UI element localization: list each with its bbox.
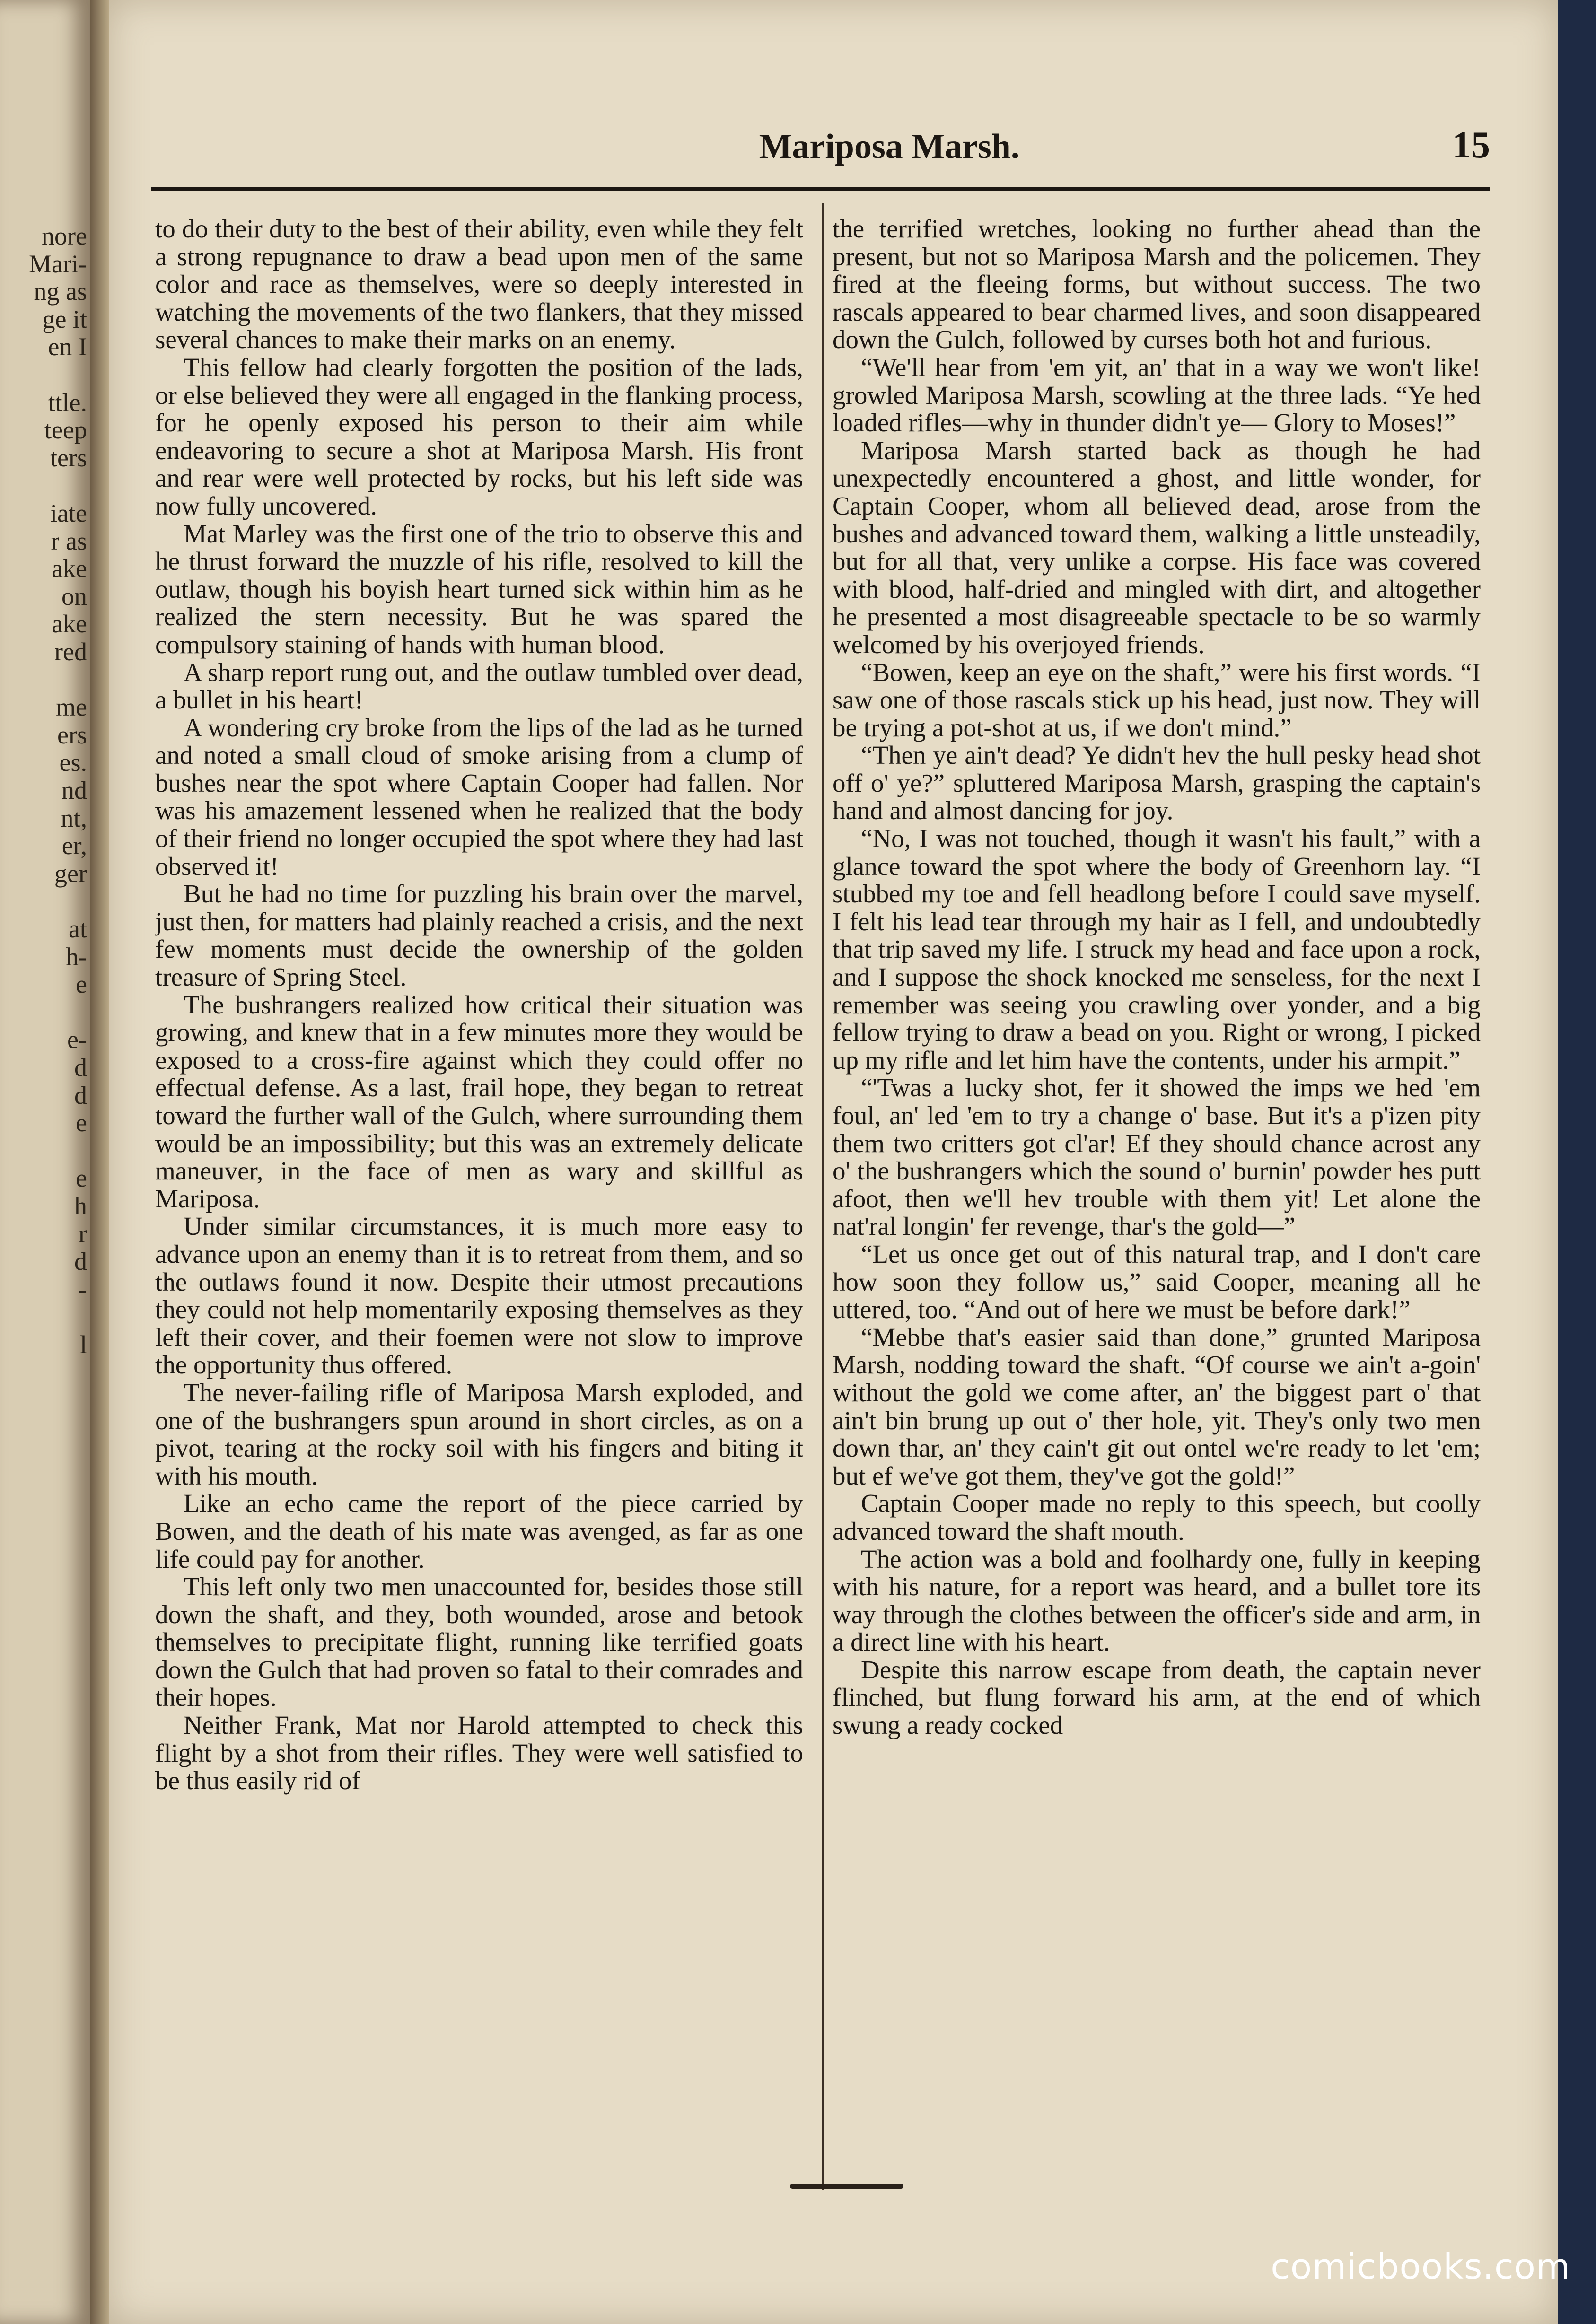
paragraph: This fellow had clearly forgotten the position of the lads, or else believed they were all engaged in the flanking process, for he openly exposed his person to their aim while endeavoring to secure a shot at Mariposa Marsh. His front and rear were well protected by rocks, but his left side was now fully uncovered. [155,352,803,520]
paragraph: The action was a bold and foolhardy one, fully in keeping with his nature, for a report was heard, and a bullet tore its way through the clothes between the officer's side and arm, in a direct line with his heart. [833,1544,1481,1657]
previous-page-text-fragment: ge it [42,305,87,333]
previous-page-text-fragment: - [79,1275,87,1303]
previous-page-text-fragment: ers [57,720,87,749]
paragraph: Mariposa Marsh started back as though he had unexpectedly encountered a ghost, and little wonder, for Captain Cooper, whom all believed dead, arose from the bushes and advanced toward them, walking a little unsteadily, but for all that, very unlike a corpse. His face was covered with blood, half-dried and mingled with dirt, and altogether he presented a most disagreeable spectacle to be so warmly welcomed by his overjoyed friends. [833,436,1481,659]
previous-page-text-fragment: l [79,1330,87,1359]
paragraph: The bushrangers realized how critical their situation was growing, and knew that in a few minutes more they would be exposed to a cross-fire against which they could offer no effectual defense. As a last, frail hope, they began to retreat toward the further wall of the Gulch, where surrounding them would be an impossibility; but this was an extremely delicate maneuver, in the face of men as wary and skillful as Mariposa. [155,990,803,1213]
paragraph: “'Twas a lucky shot, fer it showed the imps we hed 'em foul, an' led 'em to try a change o' base. But it's a p'izen pity them two critters got cl'ar! Ef they should chance acrost any o' the bushrangers which the sound o' burnin' powder hes putt afoot, then we'll hev trouble with them yit! Let alone the nat'ral longin' fer revenge, thar's the gold—” [833,1073,1481,1241]
previous-page-text-fragment: r [79,1219,87,1248]
previous-page-text-fragment: en I [48,332,87,361]
previous-page-text-fragment: er, [61,831,87,860]
previous-page-text-fragment: es. [59,748,87,777]
previous-page-text-fragment: ake [52,554,87,583]
previous-page-text-fragment: iate [50,499,87,527]
column-divider [822,203,824,2190]
paragraph: “We'll hear from 'em yit, an' that in a way we won't like! growled Mariposa Marsh, scowling at the three lads. “Ye hed loaded rifles—why in thunder didn't ye— Glory to Moses!” [833,352,1481,437]
previous-page-text-fragment: red [54,638,87,666]
paragraph: Under similar circumstances, it is much more easy to advance upon an enemy than it is to retreat from them, and so the outlaws found it now. Despite their utmost precautions they could not help momentarily exposing themselves as they left their cover, and their foemen were not slow to improve the opportunity thus offered. [155,1212,803,1380]
previous-page-text-fragment: ake [52,610,87,638]
watermark: comicbooks.com [1271,2246,1570,2287]
page-edge-background [1558,0,1596,2324]
previous-page-text-fragment: h [74,1192,87,1220]
page-title: Mariposa Marsh. [759,127,1020,166]
paragraph: The never-failing rifle of Mariposa Marsh exploded, and one of the bushrangers spun around in short circles, as on a pivot, tearing at the rocky soil with his fingers and biting it with his mouth. [155,1378,803,1490]
book-spine [90,0,109,2324]
left-column [155,215,803,2192]
paragraph: “No, I was not touched, though it wasn't his fault,” with a glance toward the spot where the body of Greenhorn lay. “I stubbed my toe and fell headlong before I could save myself. I felt his lead tear through my hair as I fell, and undoubtedly that trip saved my life. I struck my head and face upon a rock, and I suppose the shock knocked me senseless, for the next I remember was seeing you crawling over yonder, and a big fellow trying to draw a bead on you. Right or wrong, I picked up my rifle and let him have the contents, under his armpit.” [833,824,1481,1075]
paragraph: Despite this narrow escape from death, the captain never flinched, but flung forward his arm, at the end of which swung a ready cocked [833,1655,1481,1740]
previous-page-text-fragment: e [76,1164,87,1193]
paragraph: Like an echo came the report of the piece carried by Bowen, and the death of his mate was avenged, as far as one life could pay for another. [155,1489,803,1573]
previous-page-text-fragment: ger [54,859,87,888]
previous-page-text-fragment: e [76,1109,87,1137]
paragraph: “Bowen, keep an eye on the shaft,” were his first words. “I saw one of those rascals stick up his head, just now. They will be trying a pot-shot at us, if we don't mind.” [833,657,1481,742]
previous-page-text-fragment: nore [42,222,87,250]
page [109,0,1558,2324]
previous-page-text-fragment: Mari- [29,249,87,278]
previous-page-text-fragment: ters [50,443,87,472]
paragraph: Captain Cooper made no reply to this speech, but coolly advanced toward the shaft mouth. [833,1489,1481,1546]
previous-page-text-fragment: ttle. [48,388,87,417]
paragraph: This left only two men unaccounted for, besides those still down the shaft, and they, both wounded, arose and betook themselves to precipitate flight, running like terrified goats down the Gulch that had proven so fatal to their comrades and their hopes. [155,1572,803,1712]
previous-page-text-fragment: e- [67,1025,87,1054]
previous-page-text-fragment: nt, [61,804,87,832]
previous-page-text-fragment: teep [44,416,87,445]
paragraph: “Then ye ain't dead? Ye didn't hev the hull pesky head shot off o' ye?” spluttered Mariposa Marsh, grasping the captain's hand and almost dancing for joy. [833,741,1481,825]
previous-page-text-fragment: ng as [34,277,87,306]
right-column [833,215,1481,2192]
previous-page-text-fragment: me [56,693,87,722]
previous-page-text-fragment: d [74,1081,87,1110]
paragraph: “Mebbe that's easier said than done,” grunted Mariposa Marsh, nodding toward the shaft. “Of course we ain't a-goin' without the gold we come after, an' the biggest part o' that ain't bin brung up out o' ther hole, yit. They's only two men down thar, an' they cain't git out ontel we're ready to let 'em; but ef we've got them, they've got the gold!” [833,1322,1481,1490]
previous-page-text-fragment: h- [66,942,87,971]
header-rule [151,187,1490,191]
paragraph: the terrified wretches, looking no further ahead than the present, but not so Mariposa Marsh and the policemen. They fired at the fleeing forms, but without success. The two rascals appeared to bear charmed lives, and soon disappeared down the Gulch, followed by curses both hot and furious. [833,215,1481,354]
paragraph: Neither Frank, Mat nor Harold attempted to check this flight by a shot from their rifles. They were well satisfied to be thus easily rid of [155,1711,803,1795]
paragraph: A sharp report rung out, and the outlaw tumbled over dead, a bullet in his heart! [155,657,803,715]
bottom-ornament-rule [790,2184,903,2189]
previous-page-text-fragment: r as [51,526,87,555]
paragraph: “Let us once get out of this natural trap, and I don't care how soon they follow us,” said Cooper, meaning all he uttered, too. “And out of here we must be before dark!” [833,1239,1481,1324]
paragraph: A wondering cry broke from the lips of the lad as he turned and noted a small cloud of smoke arising from a clump of bushes near the spot where Captain Cooper had fallen. Nor was his amazement lessened when he realized that the body of their friend no longer occupied the spot where they had last observed it! [155,713,803,881]
previous-page-text-fragment: on [61,582,87,611]
previous-page-text-fragment: d [74,1247,87,1276]
page-number: 15 [1452,124,1490,166]
previous-page-edge [0,0,90,2324]
previous-page-text-fragment: d [74,1053,87,1082]
previous-page-text-fragment: e [76,970,87,999]
previous-page-text-fragment: at [69,915,87,943]
previous-page-text-fragment: nd [61,776,87,804]
paragraph: Mat Marley was the first one of the trio to observe this and he thrust forward the muzzle of his rifle, resolved to kill the outlaw, though his boyish heart turned sick within him as he realized the stern necessity. But he was spared the compulsory staining of hands with human blood. [155,519,803,659]
paragraph: But he had no time for puzzling his brain over the marvel, just then, for matters had plainly reached a crisis, and the next few moments must decide the ownership of the golden treasure of Spring Steel. [155,879,803,992]
paragraph: to do their duty to the best of their ability, even while they felt a strong repugnance to draw a bead upon men of the same color and race as themselves, were so deeply interested in watching the movements of the two flankers, that they missed several chances to make their marks on an enemy. [155,215,803,354]
